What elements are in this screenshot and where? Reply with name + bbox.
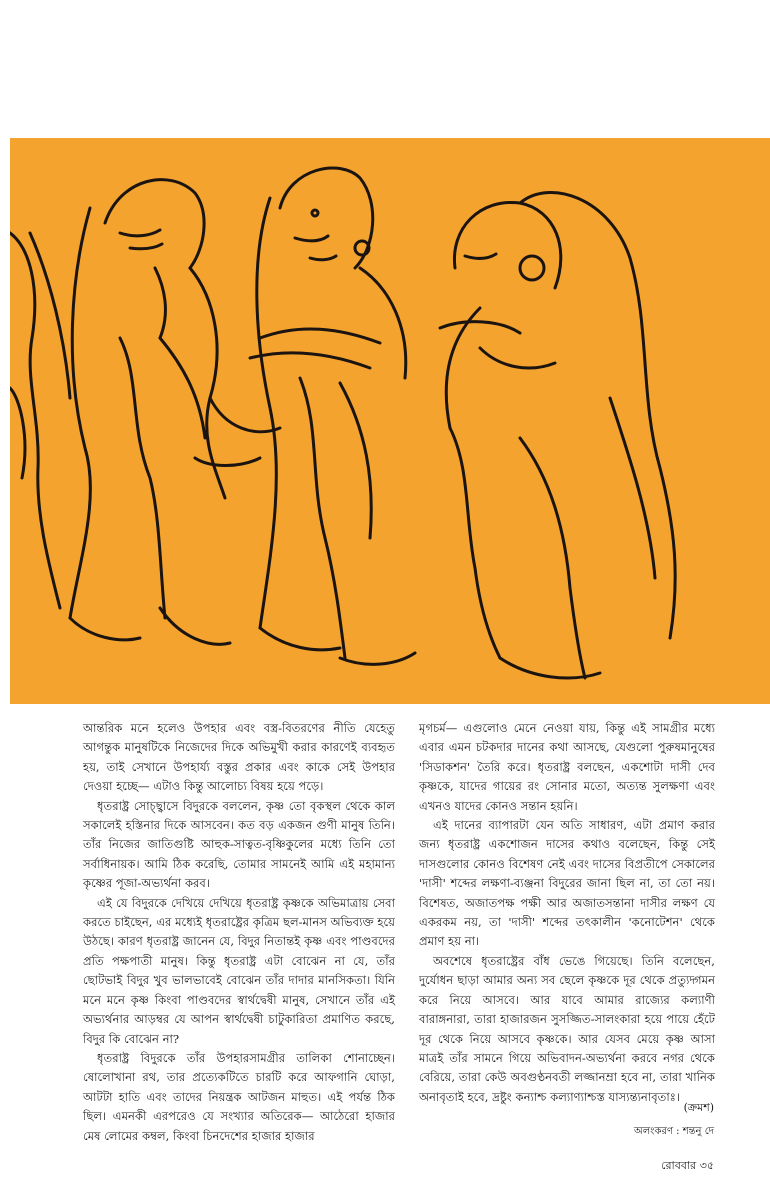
article-right-column [419, 719, 715, 1107]
article-paragraph: এই যে বিদুরকে দেখিয়ে দেখিয়ে ধৃতরাষ্ট্র কৃষ্ণকে অভিমাত্রায় সেবা করতে চাইছেন, এর মধ্যেই ধৃতরাষ্ট্রের কৃত্রিম ছল-মানস অভিব্যক্ত হয়ে উঠছে। কারণ ধৃতরাষ্ট্র জানেন যে, বিদুর নিতান্তই কৃষ্ণ এবং পাণ্ডবদের প্রতি পক্ষপাতী মানুষ। কিন্তু ধৃতরাষ্ট্র এটা বোঝেন না যে, তাঁর ছোটভাই বিদুর খুব ভালভাবেই বোঝেন তাঁর দাদার মানসিকতা। যিনি মনে মনে কৃষ্ণ কিংবা পাণ্ডবদের স্বার্থদ্বেষী মানুষ, সেখানে তাঁর এই অভ্যর্থনার আড়ম্বর যে আপন স্বার্থদ্বেষী চাটুকারিতা প্রমাণিত করছে, বিদুর কি বোঝেন না? [83, 895, 395, 1046]
article-paragraph: অবশেষে ধৃতরাষ্ট্রের বাঁধ ভেঙে গিয়েছে। তিনি বলেছেন, দুর্যোধন ছাড়া আমার অন্য সব ছেলে কৃষ্ণকে দূর থেকে প্রত্যুদ্গমন করে নিয়ে আসবে। আর যাবে আমার রাজ্যের কল্যাণী বারাঙ্গনারা, তারা হাজারজন সুসজ্জিত-সালংকারা হয়ে পায়ে হেঁটে দূর থেকে নিয়ে আসবে কৃষ্ণকে। আর যেসব মেয়ে কৃষ্ণ আসা মাত্রই তাঁর সামনে গিয়ে অভিবাদন-অভ্যর্থনা করবে নগর থেকে বেরিয়ে, তারা কেউ অবগুণ্ঠনবতী লজ্জানম্রা হবে না, তারা খানিক অনাবৃতাই হবে, দ্রষ্টুং কন্যাশ্চ কল্যাণ্যাশ্চস্ত যাস্যন্ত্যনাবৃতাঃ। [419, 953, 715, 1104]
page-footer [661, 1157, 714, 1176]
article-paragraph: ধৃতরাষ্ট্র বিদুরকে তাঁর উপহারসামগ্রীর তালিকা শোনাচ্ছেন। ষোলোখানা রথ, তার প্রত্যেকটিতে চারটি করে আফগানি ঘোড়া, আটটা হাতি এবং তাদের নিয়ন্ত্রক আটজন মাহুত। এই পর্যন্ত ঠিক ছিল। এমনকী এরপরেও যে সংখ্যার অতিরেক— আঠেরো হাজার মেষ লোমের কম্বল, কিংবা চিনদেশের হাজার হাজার [83, 1050, 395, 1143]
article-left-column [83, 719, 395, 1146]
article-paragraph: আন্তরিক মনে হলেও উপহার এবং বস্ত্র-বিতরণের নীতি যেহেতু আগন্তুক মানুষটিকে নিজেদের দিকে অভিমুখী করার কারণেই ব্যবহৃত হয়, তাই সেখানে উপহার্য্য বস্তুর প্রকার এবং কাকে সেই উপহার দেওয়া হচ্ছে— এটাও কিন্তু আলোচ্য বিষয় হয়ে পড়ে। [83, 721, 395, 794]
magazine-name: রোববার [661, 1159, 697, 1172]
article-paragraph: ধৃতরাষ্ট্র সোচ্ছ্বাসে বিদুরকে বললেন, কৃষ্ণ তো বৃকস্থল থেকে কাল সকালেই হস্তিনার দিকে আসবেন। কত বড় একজন গুণী মানুষ তিনি। তাঁর নিজের জাতিগুষ্টি আহুক-সাত্বত-বৃষ্ণিকুলের মধ্যে তিনি তো সর্বাধিনায়ক। আমি ঠিক করেছি, তোমার সামনেই আমি এই মহামান্য কৃষ্ণের পূজা-অভ্যর্থনা করব। [83, 798, 395, 891]
article-paragraph: এই দানের ব্যাপারটা যেন অতি সাধারণ, এটা প্রমাণ করার জন্য ধৃতরাষ্ট্র একশোজন দাসের কথাও বলেছেন, কিন্তু সেই দাসগুলোর কোনও বিশেষণ নেই এবং দাসের বিপ্রতীপে সেকালের 'দাসী' শব্দের লক্ষণা-ব্যঞ্জনা বিদুরের জানা ছিল না, তা তো নয়। বিশেষত, অজাতপক্ষ পক্ষী আর অজাতসন্তানা দাসীর লক্ষণ যে একরকম নয়, তা 'দাসী' শব্দের তৎকালীন 'কনোটেশন' থেকে প্রমাণ হয় না। [419, 818, 715, 949]
article-paragraph: মৃগচর্ম— এগুলোও মেনে নেওয়া যায়, কিন্তু এই সামগ্রীর মধ্যে এবার এমন চটকদার দানের কথা আসছে, যেগুলো পুরুষমানুষের 'সিডাকশন' তৈরি করে। ধৃতরাষ্ট্র বলছেন, একশোটা দাসী দেব কৃষ্ণকে, যাদের গায়ের রং সোনার মতো, অত্যন্ত সুলক্ষণা এবং এখনও যাদের কোনও সন্তান হয়নি। [419, 721, 715, 813]
illustration-credit: অলংকরণ : শন্তনু দে [634, 1126, 714, 1137]
illustration-background [10, 138, 770, 704]
page-number: ৩৫ [699, 1159, 714, 1172]
continued-label: (ক্রমশ) [683, 1101, 714, 1114]
dancing-women-brush-illustration-icon [10, 138, 770, 704]
